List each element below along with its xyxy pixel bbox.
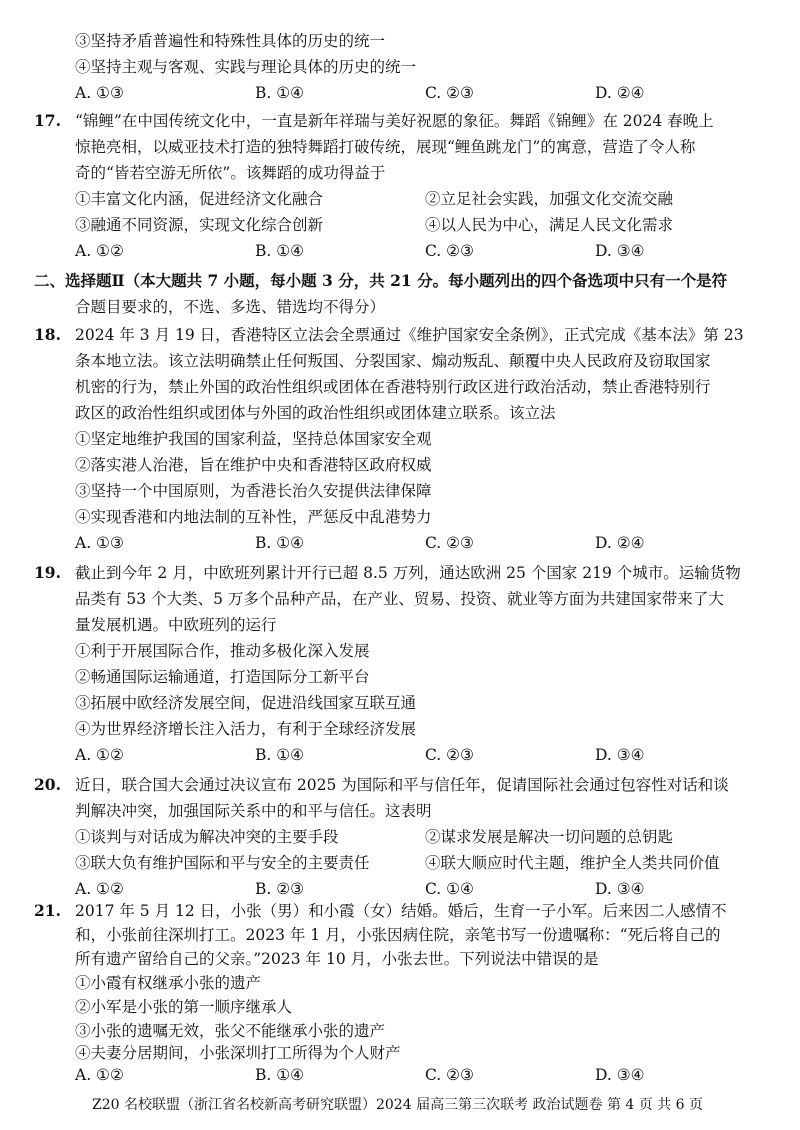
q17-options	[75, 238, 755, 264]
q18-stem-line-4: 政区的政治性组织或团体与外国的政治性组织或团体建立联系。该立法	[75, 404, 556, 422]
q19-item-1: ①利于开展国际合作，推动多极化深入发展	[75, 642, 370, 660]
q18-option-b: B. ①④	[255, 534, 305, 552]
q20-item-1: ①谈判与对话成为解决冲突的主要手段	[75, 828, 339, 846]
q20-stem-line-2: 判解决冲突，加强国际关系中的和平与信任。这表明	[75, 802, 432, 820]
q19-option-b: B. ①④	[255, 746, 305, 764]
section-2-heading: 二、选择题Ⅱ（本大题共 7 小题，每小题 3 分，共 21 分。每小题列出的四个备选项中只有一个是符	[34, 271, 728, 290]
q19-stem-line-3: 量发展机遇。中欧班列的运行	[75, 616, 277, 634]
q18-item-3: ③坚持一个中国原则，为香港长治久安提供法律保障	[75, 482, 432, 500]
q18-item-1: ①坚定地维护我国的国家利益，坚持总体国家安全观	[75, 430, 432, 448]
q20-item-4: ④联大顺应时代主题，维护全人类共同价值	[425, 854, 720, 872]
q19-option-c: C. ②③	[425, 746, 474, 764]
q18-stem-line-2: 条本地立法。该立法明确禁止任何叛国、分裂国家、煽动叛乱、颠覆中央人民政府及窃取国家	[75, 352, 711, 370]
q21-stem-line-3: 所有遗产留给自己的父亲。”2023 年 10 月，小张去世。下列说法中错误的是	[75, 950, 599, 968]
q21-stem-line-2: 和，小张前往深圳打工。2023 年 1 月，小张因病住院，亲笔书写一份遗嘱称：“死后将自己的	[75, 926, 721, 944]
q19-option-d: D. ③④	[595, 746, 645, 764]
q18-item-2: ②落实港人治港，旨在维护中央和香港特区政府权威	[75, 456, 432, 474]
q17-item-1: ①丰富文化内涵，促进经济文化融合	[75, 190, 324, 208]
q18-option-a: A. ①③	[75, 534, 124, 552]
q17-stem-line-1: “锦鲤”在中国传统文化中，一直是新年祥瑞与美好祝愿的象征。舞蹈《锦鲤》在 2024 春晚上	[75, 112, 714, 130]
q21-item-4: ④夫妻分居期间，小张深圳打工所得为个人财产	[75, 1044, 401, 1062]
q19-item-4: ④为世界经济增长注入活力，有利于全球经济发展	[75, 720, 417, 738]
q21-stem-line-1: 2017 年 5 月 12 日，小张（男）和小霞（女）结婚。婚后，生育一子小军。后来因二人感情不	[75, 902, 727, 920]
q21-option-c: C. ②③	[425, 1066, 474, 1084]
q18-stem-line-3: 机密的行为，禁止外国的政治性组织或团体在香港特别行政区进行政治活动，禁止香港特别行	[75, 378, 711, 396]
section-2-heading-cont: 合题目要求的，不选、多选、错选均不得分）	[75, 298, 386, 316]
q17-option-b: B. ①④	[255, 242, 305, 260]
q18-stem-line-1: 2024 年 3 月 19 日，香港特区立法会全票通过《维护国家安全条例》，正式完成《基本法》第 23	[75, 326, 744, 344]
q17-item-3: ③融通不同资源，实现文化综合创新	[75, 216, 324, 234]
q21-item-2: ②小军是小张的第一顺序继承人	[75, 998, 293, 1016]
q16-option-c: C. ②③	[425, 84, 474, 102]
q20-number: 20.	[34, 775, 61, 794]
q20-option-c: C. ①④	[425, 880, 474, 898]
q16-option-a: A. ①③	[75, 84, 124, 102]
q17-item-4: ④以人民为中心，满足人民文化需求	[425, 216, 674, 234]
q21-number: 21.	[34, 901, 61, 920]
q21-option-b: B. ①④	[255, 1066, 305, 1084]
q16-option-d: D. ②④	[595, 84, 645, 102]
q17-item-2: ②立足社会实践，加强文化交流交融	[425, 190, 674, 208]
q20-option-d: D. ③④	[595, 880, 645, 898]
q16-item-3: ③坚持矛盾普遍性和特殊性具体的历史的统一	[75, 32, 386, 50]
q17-stem-line-2: 惊艳亮相，以威亚技术打造的独特舞蹈打破传统，展现“鲤鱼跳龙门”的寓意，营造了令人称	[75, 138, 696, 156]
q21-options	[75, 1064, 755, 1090]
q20-item-3: ③联大负有维护国际和平与安全的主要责任	[75, 854, 370, 872]
q21-option-a: A. ①②	[75, 1066, 124, 1084]
q17-option-a: A. ①②	[75, 242, 124, 260]
q19-option-a: A. ①②	[75, 746, 124, 764]
q16-option-b: B. ①④	[255, 84, 305, 102]
q20-item-2: ②谋求发展是解决一切问题的总钥匙	[425, 828, 674, 846]
q18-option-c: C. ②③	[425, 534, 474, 552]
q18-item-4: ④实现香港和内地法制的互补性，严惩反中乱港势力	[75, 508, 432, 526]
q19-item-3: ③拓展中欧经济发展空间，促进沿线国家互联互通	[75, 694, 417, 712]
q17-stem-line-3: 奇的“皆若空游无所依”。该舞蹈的成功得益于	[75, 164, 386, 182]
q19-stem-line-1: 截止到今年 2 月，中欧班列累计开行已超 8.5 万列，通达欧洲 25 个国家 219 个城市。运输货物	[75, 564, 741, 582]
q20-option-a: A. ①②	[75, 880, 124, 898]
q19-number: 19.	[34, 563, 61, 582]
page-footer: Z20 名校联盟（浙江省名校新高考研究联盟）2024 届高三第三次联考 政治试题卷 第 4 页 共 6 页	[92, 1097, 704, 1113]
q20-option-b: B. ②③	[255, 880, 305, 898]
q17-option-c: C. ②③	[425, 242, 474, 260]
q20-stem-line-1: 近日，联合国大会通过决议宣布 2025 为国际和平与信任年，促请国际社会通过包容性对话和谈	[75, 776, 729, 794]
q19-options	[75, 742, 755, 768]
q18-option-d: D. ②④	[595, 534, 645, 552]
q18-options	[75, 530, 755, 556]
q18-number: 18.	[34, 325, 61, 344]
q16-options	[75, 80, 755, 106]
q21-item-1: ①小霞有权继承小张的遗产	[75, 974, 262, 992]
q21-option-d: D. ③④	[595, 1066, 645, 1084]
q19-stem-line-2: 品类有 53 个大类、5 万多个品种产品，在产业、贸易、投资、就业等方面为共建国家带来了大	[75, 590, 724, 608]
q19-item-2: ②畅通国际运输通道，打造国际分工新平台	[75, 668, 370, 686]
q17-number: 17.	[34, 111, 61, 130]
q17-option-d: D. ③④	[595, 242, 645, 260]
q16-item-4: ④坚持主观与客观、实践与理论具体的历史的统一	[75, 58, 417, 76]
q21-item-3: ③小张的遗嘱无效，张父不能继承小张的遗产	[75, 1022, 386, 1040]
